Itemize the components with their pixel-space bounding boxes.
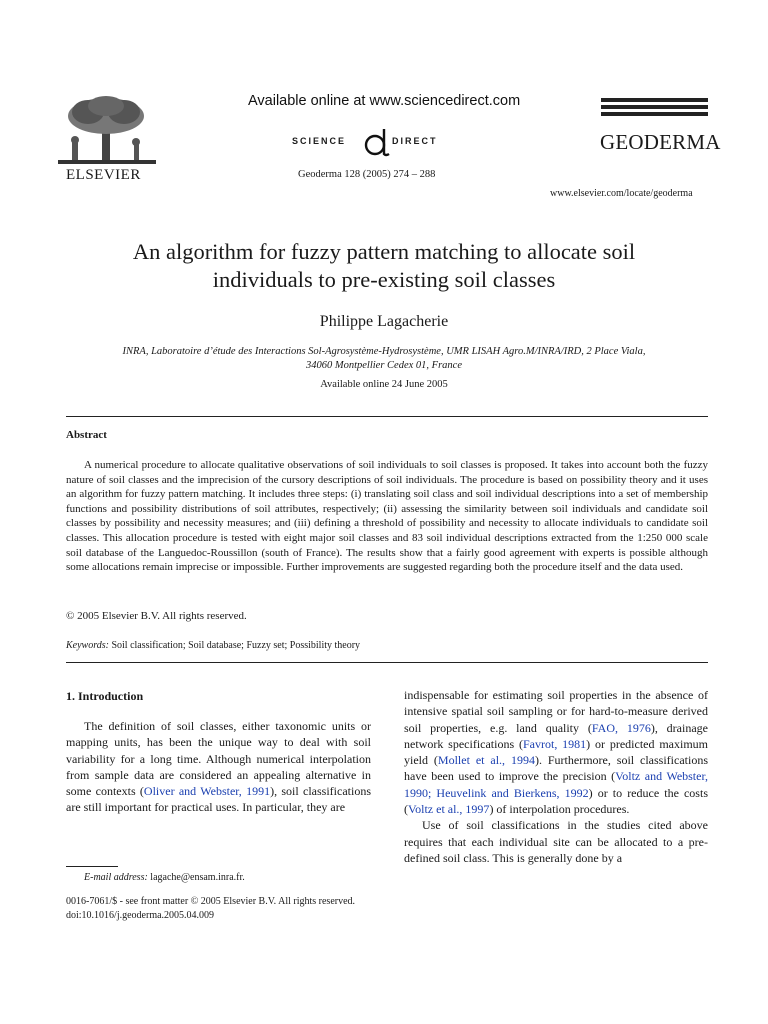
publisher-name: ELSEVIER <box>66 167 141 183</box>
sciencedirect-logo <box>292 127 472 159</box>
affiliation-line-2: 34060 Montpellier Cedex 01, France <box>305 360 462 371</box>
abstract-text: A numerical procedure to allocate qualitative observations of soil individuals to soil classes is proposed. It takes into account both the fuzzy nature of soil classes and the imprecision of the cursory descriptions of soil individuals. The procedure is based on possibility theory and it uses an algorithm for fuzzy pattern matching. It includes three steps: (i) translating soil class and soil individual descriptions into a set of membership functions and possibility distributions of soil attributes, respectively; (ii) assessing the similarity between soil individuals and candidate soil classes by possibility and necessity measures; and (iii) defining a threshold of possibility and necessity to allocate individuals to candidate soil classes. This allocation procedure is tested with eight major soil classes and 83 soil individual descriptions extracted from the 1:250 000 scale soil database of the Languedoc-Roussillon (south of France). The results show that a fairly good agreement with experts is possible although some allocations remain imprecise or impossible. Further improvements are suggested regarding both the procedure itself and the data used. <box>66 459 708 574</box>
text-run: ) or predicted maximum yield ( <box>404 736 708 768</box>
keywords <box>66 640 360 651</box>
journal-name: GEODERMA <box>600 130 721 154</box>
citation-link[interactable]: Voltz and Webster, 1990; Heuvelink and Bierkens, 1992 <box>404 769 708 800</box>
text-run: The definition of soil classes, either taxonomic units or mapping units, has been the unique way to deal with soil variability for a long time. Although numerical interpolation from sample data are considered an appealing alternative in some contexts ( <box>66 719 371 799</box>
title-line-1: An algorithm for fuzzy pattern matching to allocate soil <box>132 239 636 264</box>
citation-link[interactable]: Oliver and Webster, 1991 <box>143 784 271 799</box>
intro-paragraph-1-cont <box>404 687 708 817</box>
title-line-2: individuals to pre-existing soil classes <box>212 267 556 292</box>
citation-link[interactable]: Favrot, 1981 <box>522 736 587 751</box>
divider-bottom <box>66 662 708 663</box>
citation-link[interactable]: Mollet et al., 1994 <box>437 753 535 768</box>
citation-link[interactable]: Voltz et al., 1997 <box>408 802 490 817</box>
abstract-heading: Abstract <box>66 429 107 441</box>
intro-paragraph-2: Use of soil classifications in the studies cited above requires that each individual site can be allocated to a pre-defined soil class. This is generally done by a <box>404 818 708 865</box>
divider-top <box>66 416 708 417</box>
journal-url-link[interactable]: www.elsevier.com/locate/geoderma <box>550 188 693 199</box>
geoderma-bars <box>601 98 708 119</box>
available-online-link[interactable]: Available online at www.sciencedirect.com <box>248 93 521 109</box>
author-affiliation <box>60 345 708 373</box>
text-run: ) of interpolation procedures. <box>489 802 630 817</box>
body-column-right <box>404 687 708 866</box>
sciencedirect-d-icon <box>364 127 390 157</box>
elsevier-tree-logo <box>58 94 156 166</box>
journal-citation: Geoderma 128 (2005) 274 – 288 <box>298 169 436 180</box>
text-run: indispensable for estimating soil properties in the absence of intensive spatial soil sampling or for hard-to-measure derived soil properties, e.g. land quality ( <box>404 688 708 735</box>
body-column-left <box>66 718 371 816</box>
sciencedirect-right-text: DIRECT <box>392 136 438 146</box>
section-heading-introduction: 1. Introduction <box>66 689 144 703</box>
available-date: Available online 24 June 2005 <box>320 379 448 390</box>
email-label: E-mail address: <box>84 872 148 883</box>
keywords-list: Soil classification; Soil database; Fuzzy set; Possibility theory <box>111 640 361 651</box>
author-email <box>84 872 245 883</box>
article-title <box>60 238 708 294</box>
keywords-label: Keywords: <box>66 640 109 651</box>
doi-line[interactable]: doi:10.1016/j.geoderma.2005.04.009 <box>66 910 215 921</box>
intro-paragraph-1 <box>66 718 371 816</box>
sciencedirect-left-text: SCIENCE <box>292 136 347 146</box>
abstract-copyright: © 2005 Elsevier B.V. All rights reserved. <box>66 610 247 622</box>
email-address[interactable]: lagache@ensam.inra.fr. <box>150 872 245 883</box>
text-run: ). Furthermore, soil classifications have been used to improve the precision ( <box>404 753 708 784</box>
author-name: Philippe Lagacherie <box>319 313 449 330</box>
citation-link[interactable]: FAO, 1976 <box>591 720 651 735</box>
footnote-rule <box>66 866 118 867</box>
abstract-body <box>66 458 708 575</box>
issn-line: 0016-7061/$ - see front matter © 2005 Elsevier B.V. All rights reserved. <box>66 896 356 907</box>
text-run: ), soil classifications are still important for practical uses. In particular, they are <box>66 784 371 815</box>
affiliation-line-1: INRA, Laboratoire d’étude des Interactions Sol-Agrosystème-Hydrosystème, UMR LISAH Agro.M/INRA/IRD, 2 Place Viala, <box>122 346 646 357</box>
text-run: ), drainage network specifications ( <box>404 720 708 751</box>
text-run: ) or to reduce the costs ( <box>404 785 708 817</box>
